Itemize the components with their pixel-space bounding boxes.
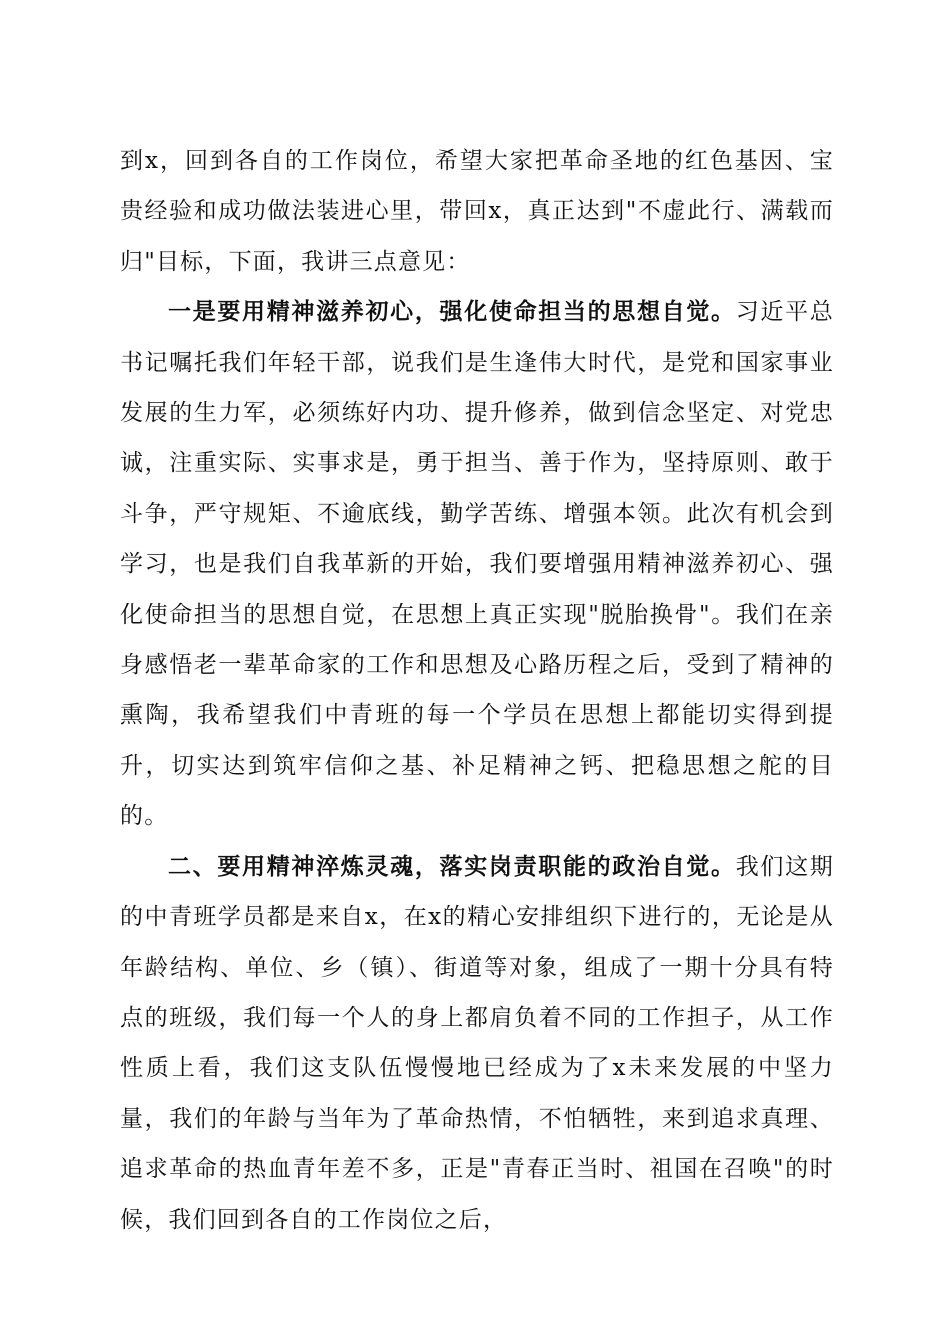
paragraph-text: 我们这期的中青班学员都是来自x，在x的精心安排组织下进行的，无论是从年龄结构、单位、乡（镇）、街道等对象，组成了一期十分具有特点的班级，我们每一个人的身上都肩负着不同的工作担子，从工作性质上看，我们这支队伍慢慢地已经成为了x未来发展的中坚力量，我们的年龄与当年为了革命热情，不怕牺牲，来到追求真理、追求革命的热血青年差不多，正是"青春正当时、祖国在召唤"的时候，我们回到各自的工作岗位之后， — [120, 853, 834, 1233]
paragraph-text: 到x，回到各自的工作岗位，希望大家把革命圣地的红色基因、宝贵经验和成功做法装进心里，带回x，真正达到"不虚此行、满载而归"目标，下面，我讲三点意见： — [120, 148, 834, 275]
paragraph-continuation — [120, 136, 834, 287]
paragraph-heading: 二、要用精神淬炼灵魂，落实岗责职能的政治自觉。 — [168, 852, 736, 880]
paragraph-point-one — [120, 287, 834, 841]
paragraph-text: 习近平总书记嘱托我们年轻干部，说我们是生逢伟大时代，是党和国家事业发展的生力军，必须练好内功、提升修养，做到信念坚定、对党忠诚，注重实际、实事求是，勇于担当、善于作为，坚持原则、敢于斗争，严守规矩、不逾底线，勤学苦练、增强本领。此次有机会到学习，也是我们自我革新的开始，我们要增强用精神滋养初心、强化使命担当的思想自觉，在思想上真正实现"脱胎换骨"。我们在亲身感悟老一辈革命家的工作和思想及心路历程之后，受到了精神的熏陶，我希望我们中青班的每一个学员在思想上都能切实得到提升，切实达到筑牢信仰之基、补足精神之钙、把稳思想之舵的目的。 — [120, 299, 834, 830]
paragraph-heading: 一是要用精神滋养初心，强化使命担当的思想自觉。 — [168, 298, 736, 326]
paragraph-point-two — [120, 842, 834, 1245]
document-body — [120, 136, 834, 1245]
